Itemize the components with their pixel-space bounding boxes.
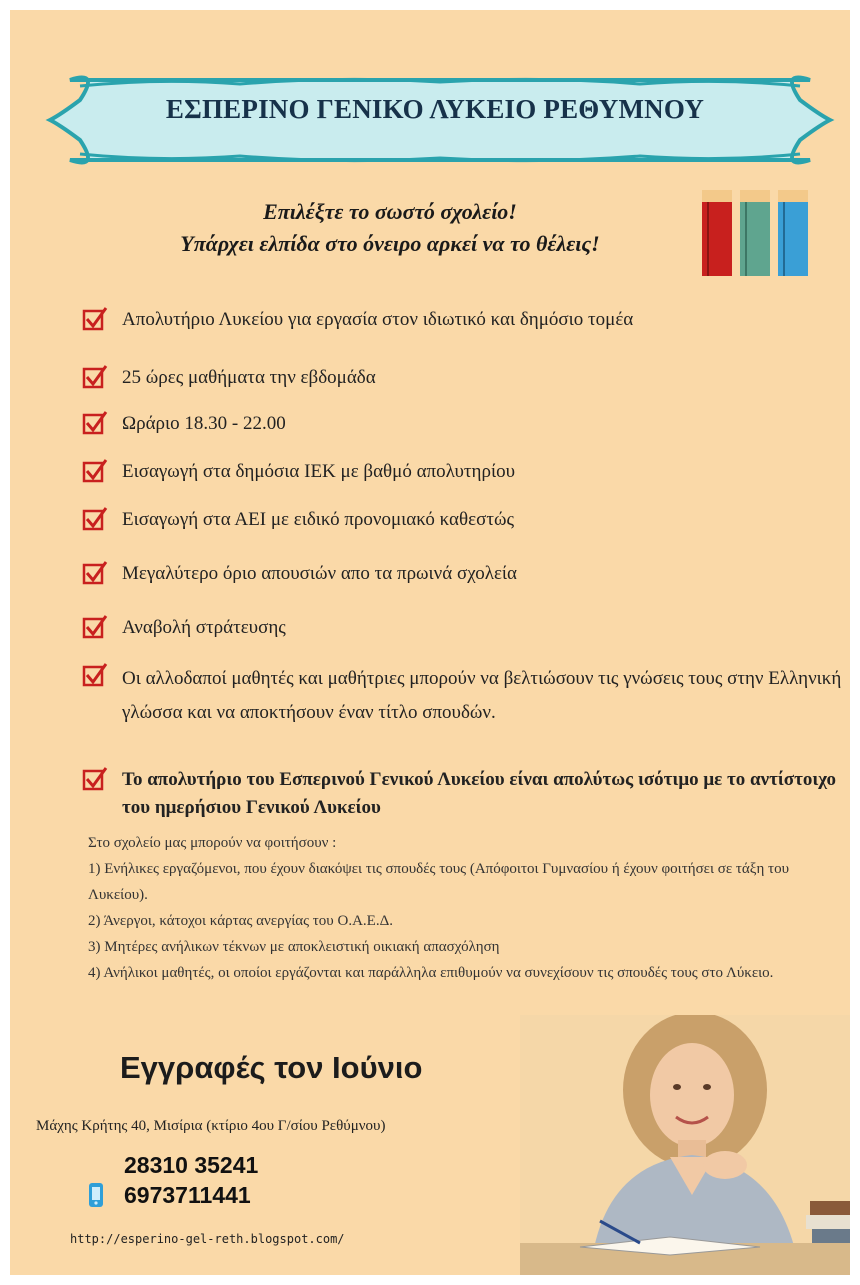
eligibility-item: 1) Ενήλικες εργαζόμενοι, που έχουν διακόψει τις σπουδές τους (Απόφοιτοι Γυμνασίου ή έχουν φοιτήσει σε τάξη του Λυκείου). xyxy=(88,861,790,903)
checkbox-tick-icon xyxy=(82,364,108,390)
checkbox-tick-icon xyxy=(82,766,108,792)
checkbox-tick-icon xyxy=(82,458,108,484)
teacher-illustration xyxy=(520,1015,850,1275)
eligibility-item: 3) Μητέρες ανήλικων τέκνων με αποκλειστική οικιακή απασχόληση xyxy=(88,939,500,955)
school-title: ΕΣΠΕΡΙΝΟ ΓΕΝΙΚΟ ΛΥΚΕΙΟ ΡΕΘΥΜΝΟΥ xyxy=(165,94,705,124)
phone-number-1[interactable]: 28310 35241 xyxy=(124,1152,259,1178)
eligibility-item: 4) Ανήλικοι μαθητές, οι οποίοι εργάζονται και παράλληλα επιθυμούν να συνεχίσουν τις σπουδές τους στο Λύκειο. xyxy=(88,965,774,981)
checkbox-tick-icon xyxy=(82,662,108,688)
eligibility-item: 2) Άνεργοι, κάτοχοι κάρτας ανεργίας του Ο.Α.Ε.Δ. xyxy=(88,913,393,929)
slogan-line-1: Επιλέξτε το σωστό σχολείο! xyxy=(263,199,517,224)
blog-link[interactable]: http://esperino-gel-reth.blogspot.com/ xyxy=(70,1232,345,1246)
phone-number-2[interactable]: 6973711441 xyxy=(124,1182,251,1208)
books-icon xyxy=(700,182,820,282)
phone-icon xyxy=(88,1182,104,1208)
checkbox-tick-icon xyxy=(82,306,108,332)
checkbox-tick-icon xyxy=(82,560,108,586)
checkbox-tick-icon xyxy=(82,506,108,532)
eligibility-intro: Στο σχολείο μας μπορούν να φοιτήσουν : xyxy=(88,835,337,851)
address: Μάχης Κρήτης 40, Μισίρια (κτίριο 4ου Γ/σίου Ρεθύμνου) xyxy=(36,1118,386,1134)
checkbox-tick-icon xyxy=(82,410,108,436)
eligibility-section xyxy=(88,830,848,986)
slogan-line-2: Υπάρχει ελπίδα στο όνειρο αρκεί να το θέλεις! xyxy=(180,231,600,256)
registrations-heading: Εγγραφές τον Ιούνιο xyxy=(120,1050,423,1085)
checkbox-tick-icon xyxy=(82,614,108,640)
poster: ΕΣΠΕΡΙΝΟ ΓΕΝΙΚΟ ΛΥΚΕΙΟ ΡΕΘΥΜΝΟΥ Επιλέξτε το σωστό σχολείο! Υπάρχει ελπίδα στο όνειρο αρκεί να το θέλεις! Απολυτήριο Λυκείου για εργασία στον ιδιωτικό και δημόσιο τομέα 25 ώρες μαθήματα την εβδομάδα Ωράριο 18.30 - 22.00 Εισαγωγή στα δημόσια ΙΕΚ με βαθμό απολυτηρίου Εισαγωγή στα ΑΕΙ με ειδικό προνομιακό καθεστώς Μεγαλύτερο όριο απουσιών απο τα πρωινά σχολεία Αναβολή στράτευσης Οι αλλοδαποί μαθητές και μαθήτριες μπορούν να βελτιώσουν τις γνώσεις τους στην Ελληνική γλώσσα και να αποκτήσουν έναν τίτλο σπουδών. Το απολυτήριο του Εσπερινού Γενικού Λυκείου είναι απολύτως ισότιμο με το αντίστοιχο του ημερήσιου Γενικού Λυκείου Στο σχολείο μας μπορούν να φοιτήσουν : 1) Ενήλικες εργαζόμενοι, που έχουν διακόψει τις σπουδές τους (Απόφοιτοι Γυμνασίου ή έχουν φοιτήσει σε τάξη του Λυκείου). 2) Άνεργοι, κάτοχοι κάρτας ανεργίας του Ο.Α.Ε.Δ. 3) Μητέρες ανήλικων τέκνων με αποκλειστική οικιακή απασχόληση 4) Ανήλικοι μαθητές, οι οποίοι εργάζονται και παράλληλα επιθυμούν να συνεχίσουν τις σπουδές τους στο Λύκειο. Εγγραφές τον Ιούνιο Μάχης Κρήτης 40, Μισίρια (κτίριο 4ου Γ/σίου Ρεθύμνου) 28310 35241 6973711441 http://esperino-gel-reth.blogspot.com/ xyxy=(10,10,850,1275)
slogan xyxy=(70,196,710,260)
